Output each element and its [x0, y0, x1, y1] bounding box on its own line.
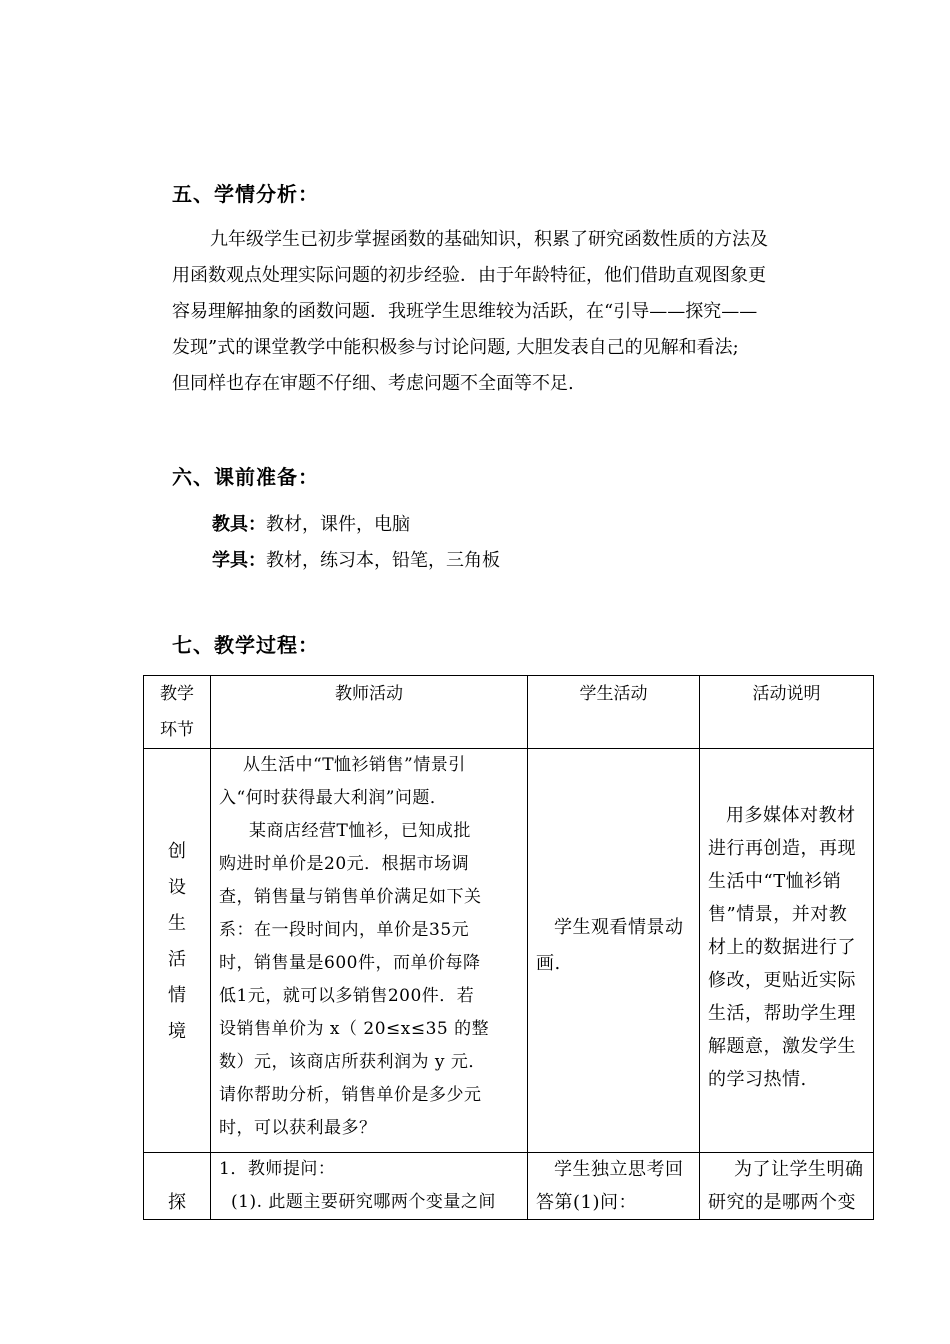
- stage-cell-create-scenario: [144, 749, 211, 1153]
- header-activity-note: 活动说明: [700, 676, 874, 749]
- section-heading-teaching-process: 七、教学过程：: [172, 633, 319, 657]
- activity-note-cell: [700, 1153, 874, 1220]
- paragraph-line: 发现”式的课堂教学中能积极参与讨论问题, 大胆发表自己的见解和看法;: [172, 337, 739, 358]
- cell-line: 售”情景，并对教: [708, 904, 848, 925]
- stage-char: 活: [168, 948, 186, 970]
- student-tools-line: [212, 546, 500, 572]
- section-heading-student-analysis: 五、学情分析：: [172, 182, 319, 206]
- stage-char: 生: [168, 912, 186, 934]
- teacher-tools-label: 教具：: [212, 514, 266, 535]
- cell-line: 画.: [536, 952, 561, 974]
- cell-line: 进行再创造，再现: [708, 838, 856, 859]
- cell-line: 用多媒体对教材: [726, 805, 856, 826]
- cell-line: 1．教师提问：: [219, 1159, 336, 1179]
- cell-line: 学生观看情景动: [554, 916, 684, 938]
- cell-line: 为了让学生明确: [734, 1159, 864, 1180]
- paragraph-line: 容易理解抽象的函数问题．我班学生思维较为活跃，在“引导——探究——: [172, 301, 758, 322]
- teacher-tools-line: [212, 510, 410, 536]
- student-tools-label: 学具：: [212, 550, 266, 571]
- header-student-activity: 学生活动: [528, 676, 700, 749]
- student-activity-cell: [528, 1153, 700, 1220]
- student-tools-value: 教材，练习本，铅笔，三角板: [266, 550, 500, 571]
- student-analysis-paragraph: [172, 222, 812, 402]
- header-stage-line: 教学: [160, 684, 194, 704]
- cell-line: 请你帮助分析，销售单价是多少元: [219, 1085, 482, 1105]
- teacher-activity-cell: [211, 1153, 528, 1220]
- cell-line: 时，销售量是600件，而单价每降: [219, 953, 481, 973]
- cell-line: 设销售单价为 x（ 20≤x≤35 的整: [219, 1019, 490, 1039]
- section-heading-preparation: 六、课前准备：: [172, 465, 319, 489]
- cell-line: 购进时单价是20元．根据市场调: [219, 854, 470, 874]
- cell-line: 从生活中“T恤衫销售”情景引: [243, 755, 466, 775]
- cell-line: 生活中“T恤衫销: [708, 871, 842, 892]
- stage-char: 境: [168, 1020, 186, 1042]
- paragraph-line: 九年级学生已初步掌握函数的基础知识，积累了研究函数性质的方法及: [210, 229, 768, 250]
- cell-line: 解题意，激发学生: [708, 1036, 856, 1057]
- cell-line: 数）元，该商店所获利润为 y 元．: [219, 1052, 486, 1072]
- cell-line: 的学习热情.: [708, 1069, 807, 1090]
- stage-char: 情: [168, 984, 186, 1006]
- stage-char: 创: [168, 840, 186, 862]
- cell-line: 低1元，就可以多销售200件．若: [219, 986, 475, 1006]
- cell-line: 研究的是哪两个变: [708, 1192, 856, 1213]
- stage-cell-explore: [144, 1153, 211, 1220]
- cell-line: (1). 此题主要研究哪两个变量之间: [231, 1192, 496, 1212]
- cell-line: 答第(1)问：: [536, 1192, 637, 1213]
- header-stage: [144, 676, 211, 749]
- activity-note-cell: [700, 749, 874, 1153]
- header-teacher-activity: 教师活动: [211, 676, 528, 749]
- paragraph-line: 但同样也存在审题不仔细、考虑问题不全面等不足.: [172, 373, 574, 394]
- teaching-process-table: [143, 675, 874, 1220]
- stage-char: 设: [168, 876, 186, 898]
- teacher-activity-cell: [211, 749, 528, 1153]
- table-row: [144, 749, 874, 1153]
- header-stage-line: 环节: [160, 720, 194, 740]
- teacher-tools-value: 教材，课件，电脑: [266, 514, 410, 535]
- cell-line: 入“何时获得最大利润”问题．: [219, 788, 448, 808]
- cell-line: 时，可以获利最多？: [219, 1118, 377, 1138]
- stage-char: 探: [168, 1192, 186, 1213]
- cell-line: 生活，帮助学生理: [708, 1003, 856, 1024]
- paragraph-line: 用函数观点处理实际问题的初步经验．由于年龄特征，他们借助直观图象更: [172, 265, 766, 286]
- cell-line: 某商店经营T恤衫，已知成批: [249, 821, 471, 841]
- student-activity-cell: [528, 749, 700, 1153]
- cell-line: 材上的数据进行了: [708, 937, 856, 958]
- cell-line: 修改，更贴近实际: [708, 970, 856, 991]
- cell-line: 查，销售量与销售单价满足如下关: [219, 887, 482, 907]
- cell-line: 系：在一段时间内，单价是35元: [219, 920, 470, 940]
- cell-line: 学生独立思考回: [554, 1159, 684, 1180]
- table-header-row: [144, 676, 874, 749]
- table-row: [144, 1153, 874, 1220]
